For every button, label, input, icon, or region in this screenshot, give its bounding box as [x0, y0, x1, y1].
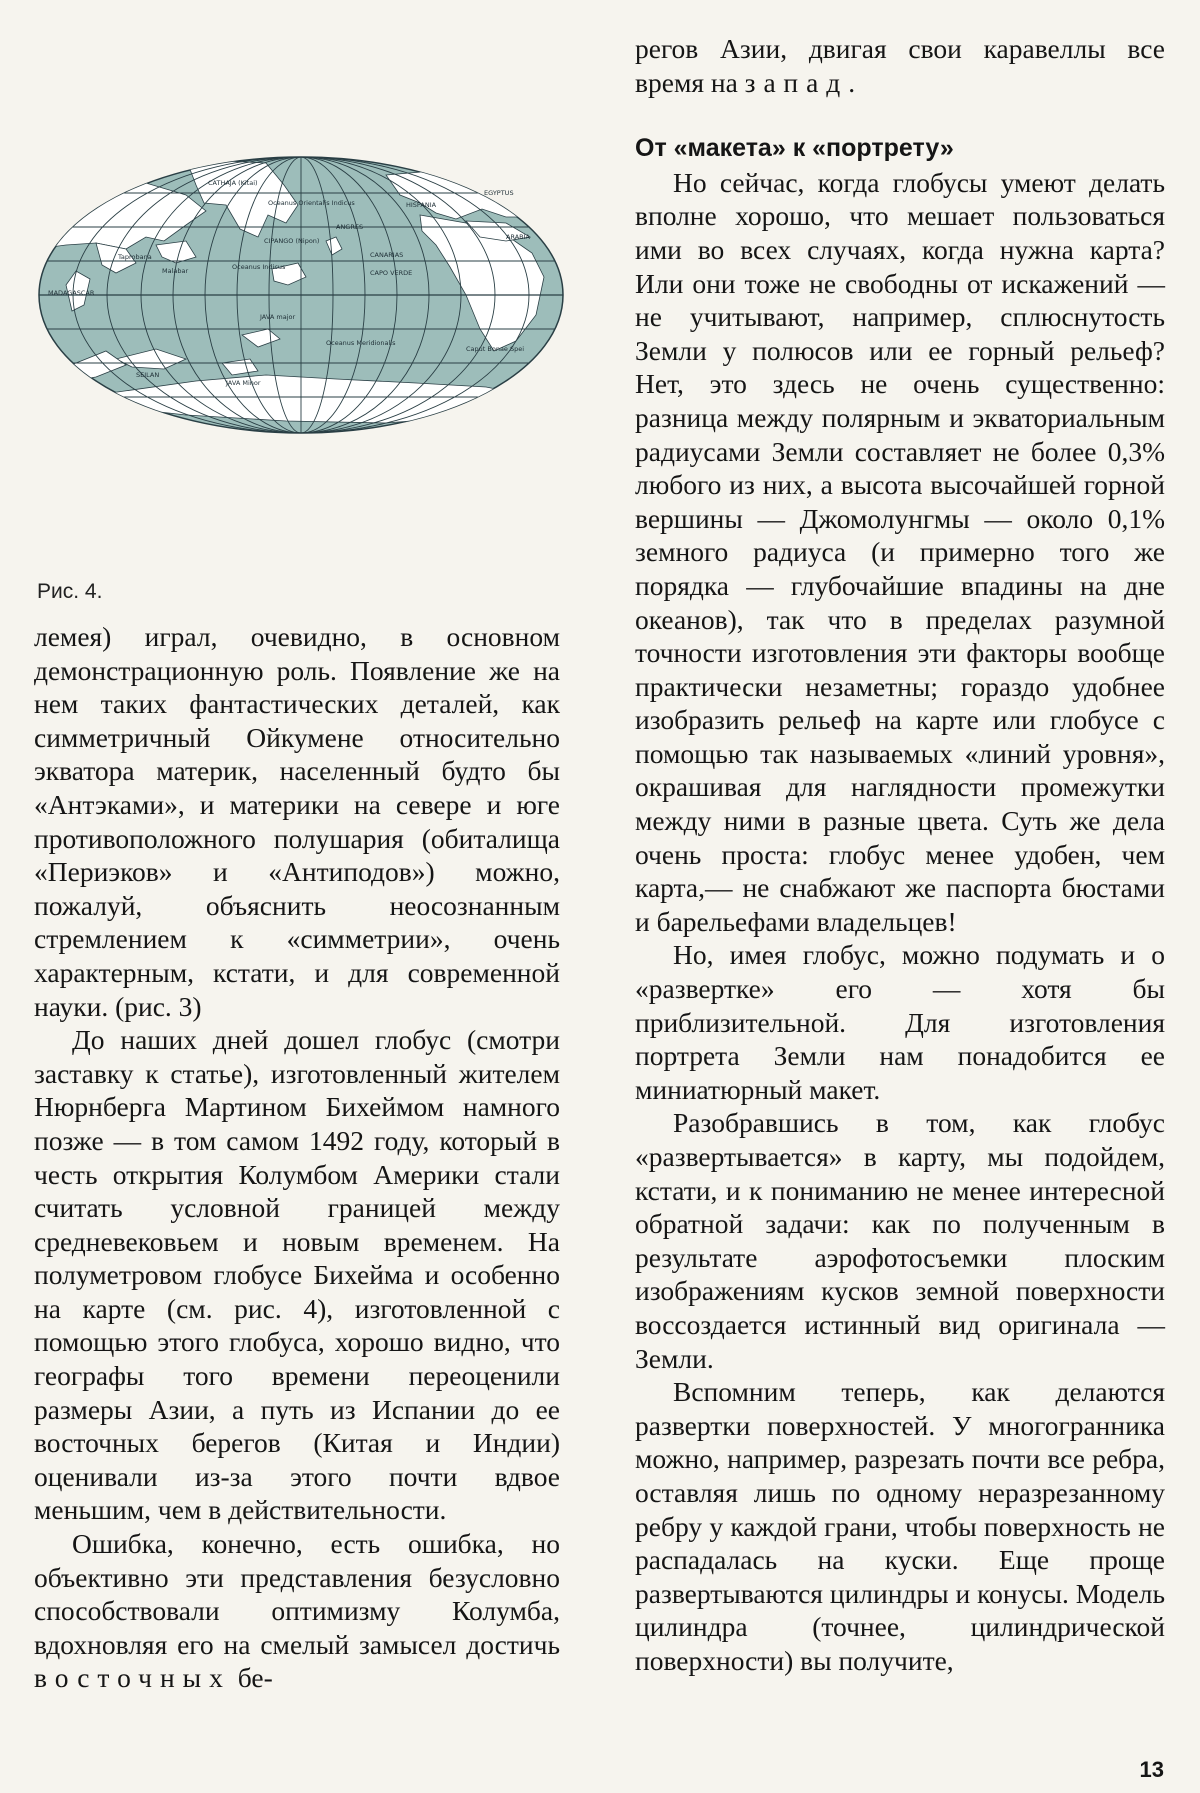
map-label: CAPO VERDE: [370, 269, 413, 277]
map-label: CATHAJA (Kitai): [208, 179, 258, 187]
spaced-word: запад.: [744, 66, 864, 98]
map-label: JAVA Minor: [226, 379, 261, 387]
paragraph: [34, 1527, 560, 1695]
left-column: [34, 620, 560, 1695]
world-map-svg: [36, 145, 566, 445]
map-label: Oceanus Indicus: [232, 263, 286, 271]
map-label: JAVA major: [260, 313, 296, 321]
map-label: Malabar: [162, 267, 189, 275]
paragraph-text: регов Азии, двигая свои каравеллы все время на: [635, 33, 1165, 98]
page-number: 13: [1139, 1757, 1164, 1782]
paragraph: Вспомним теперь, как делаются развертки поверхностей. У многогранника можно, например, разрезать почти все ребра, оставляя лишь по одному неразрезанному ребру у каждой грани, чтобы поверхность не распадалась на куски. Еще проще развертываются цилиндры и конусы. Модель цилиндра (точнее, цилиндрической поверхности) вы получите,: [635, 1376, 1165, 1676]
paragraph-continuation: бе-: [237, 1662, 273, 1694]
map-label: SEILAN: [136, 371, 160, 379]
paragraph: Разобравшись в том, как глобус «развертывается» в карту, мы подойдем, кстати, и к пониманию не менее интересной обратной задачи: как по полученным в результате аэрофотосъемки плоским изображениям кусков земной поверхности воссоздается истинный вид оригинала — Земли.: [635, 1107, 1165, 1374]
map-label: Taprobana: [118, 253, 152, 261]
map-label: HISPANIA: [406, 201, 437, 209]
map-label: MADAGASCAR: [48, 289, 95, 297]
figure-caption: Рис. 4.: [37, 580, 103, 603]
map-label: Caput Bonae Spei: [466, 345, 525, 353]
map-label: ARABIA: [506, 233, 530, 241]
map-label: CANARIAS: [370, 251, 404, 259]
spacer: [635, 99, 1165, 132]
paragraph: лемея) играл, очевидно, в основном демонстрационную роль. Появление же на нем таких фантастических деталей, как симметричный Ойкумене относительно экватора материк, населенный будто бы «Антэками», и материки на севере и юге противоположного полушария (обиталища «Периэков» и «Антиподов») можно, пожалуй, объяснить неосознанным стремлением к «симметрии», очень характерным, кстати, и для современной науки. (рис. 3): [34, 621, 560, 1022]
section-heading: От «макета» к «портрету»: [635, 134, 954, 163]
spaced-word: восточных: [34, 1662, 231, 1694]
map-label: ANGRES: [336, 223, 364, 231]
map-label: Oceanus Meridionalis: [326, 339, 396, 347]
paragraph: Но, имея глобус, можно подумать и о «развертке» его — хотя бы приблизительной. Для изготовления портрета Земли нам понадобится ее миниатюрный макет.: [635, 939, 1165, 1105]
paragraph-text: Ошибка, конечно, есть ошибка, но объективно эти представления безусловно способствовали оптимизму Колумба, вдохновляя его на смелый замысел достичь: [34, 1528, 560, 1660]
map-label: EGYPTUS: [484, 189, 514, 197]
world-map-figure: [36, 145, 566, 445]
map-label: CIPANGO (Nipon): [264, 237, 320, 245]
right-column: [635, 32, 1165, 1678]
paragraph: До наших дней дошел глобус (смотри заставку к статье), изготовленный жителем Нюрнберга Мартином Бихеймом намного позже — в том самом 1492 году, который в честь открытия Колумбом Америки стали считать условной границей между средневековьем и новым временем. На полуметровом глобусе Бихейма и особенно на карте (см. рис. 4), изготовленной с помощью этого глобуса, хорошо видно, что географы того времени переоценили размеры Азии, а путь из Испании до ее восточных берегов (Китая и Индии) оценивали из-за этого почти вдвое меньшим, чем в действительности.: [34, 1024, 560, 1526]
paragraph: Но сейчас, когда глобусы умеют делать вполне хорошо, что мешает пользоваться ими во всех случаях, когда нужна карта? Или они тоже не свободны от искажений — не учитывают, например, сплюснутость Земли у полюсов или ее горный рельеф? Нет, это здесь не очень существенно: разница между полярным и экваториальным радиусами Земли составляет не более 0,3% любого из них, а высота высочайшей горной вершины — Джомолунгмы — около 0,1% земного радиуса (и примерно того же порядка — глубочайшие впадины на дне океанов), так что в пределах разумной точности изготовления эти факторы вообще практически незаметны; гораздо удобнее изобразить рельеф на карте или глобусе с помощью так называемых «линий уровня», окрашивая для наглядности промежутки между ними в разные цвета. Суть же дела очень проста: глобус менее удобен, чем карта,— не снабжают же паспорта бюстами и барельефами владельцев!: [635, 166, 1165, 937]
paragraph: [635, 32, 1165, 99]
map-label: Oceanus Orientalis Indicus: [268, 199, 355, 207]
